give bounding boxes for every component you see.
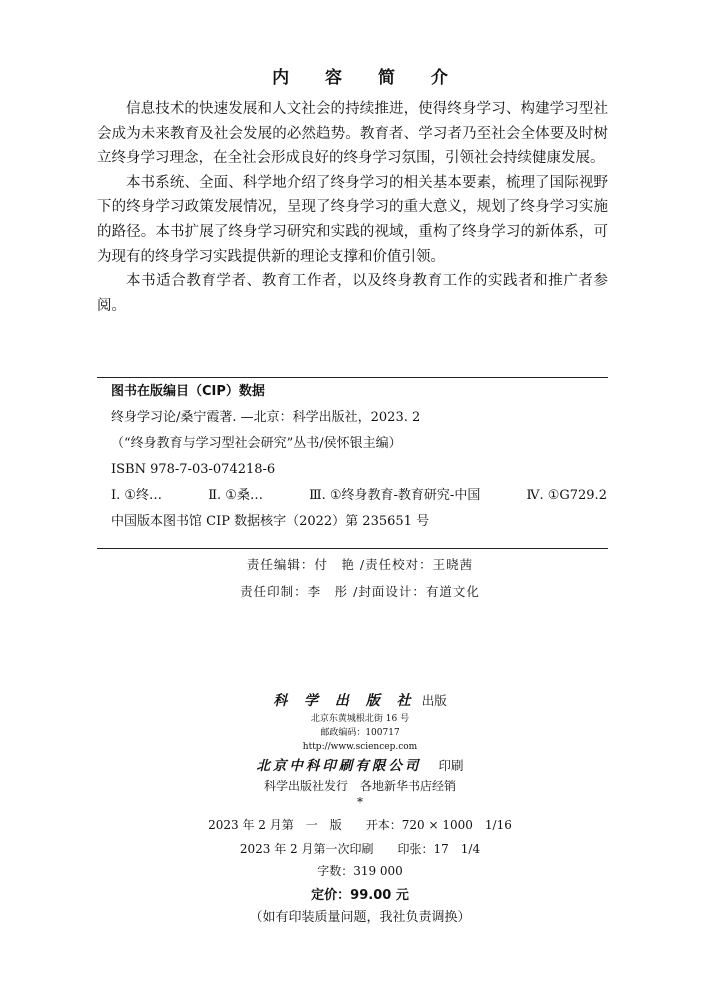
publisher-postcode: 邮政编码：100717 [320, 728, 400, 738]
cip-classification [111, 483, 607, 509]
printer-line [0, 754, 720, 774]
edition-line: 2023 年 2 月第 一 版 开本：720 × 1000 1/16 [208, 818, 512, 832]
summary-section [97, 97, 608, 318]
asterisk-divider: * [357, 795, 363, 809]
cip-class-3: Ⅲ. ①终身教育-教育研究-中国 [309, 488, 481, 503]
summary-paragraph-2: 本书系统、全面、科学地介绍了终身学习的相关基本要素，梳理了国际视野下的终身学习政策发展情况，呈现了终身学习的重大意义，规划了终身学习实施的路径。本书扩展了终身学习研究和实践的视域，重构了终身学习的新体系，可为现有的终身学习实践提供新的理论支撑和价值引领。 [97, 174, 608, 265]
cip-heading: 图书在版编目（CIP）数据 [111, 384, 265, 399]
cip-record: 中国版本图书馆 CIP 数据核字（2022）第 235651 号 [111, 514, 430, 529]
publisher-url: http://www.sciencep.com [302, 742, 418, 752]
staff-credits [0, 551, 720, 605]
publisher-suffix: 出版 [421, 693, 447, 708]
printer-suffix: 印刷 [438, 758, 464, 773]
cip-isbn: ISBN 978-7-03-074218-6 [111, 462, 276, 477]
summary-paragraph-3: 本书适合教育学者、教育工作者，以及终身教育工作的实践者和推广者参阅。 [97, 273, 608, 314]
publisher-line [0, 690, 720, 710]
distribution-line: 科学出版社发行 各地新华书店经销 [263, 779, 456, 793]
publisher-name: 科 学 出 版 社 [273, 693, 417, 709]
word-count: 字数：319 000 [317, 864, 403, 878]
cip-top-rule [97, 377, 608, 378]
printer-name: 北京中科印刷有限公司 [256, 758, 422, 774]
editors-line: 责任编辑：付 艳 /责任校对：王晓茜 [246, 557, 474, 572]
cip-class-1: Ⅰ. ①终… [111, 488, 163, 503]
impression-line: 2023 年 2 月第一次印刷 印张：17 1/4 [239, 842, 481, 856]
cip-block [111, 379, 611, 535]
publisher-address: 北京东黄城根北街 16 号 [310, 714, 410, 724]
quality-notice: （如有印装质量问题，我社负责调换） [249, 910, 471, 925]
page-title: 内 容 简 介 [272, 68, 463, 88]
cip-class-2: Ⅱ. ①桑… [208, 488, 263, 503]
printing-line: 责任印制：李 彤 /封面设计：有道文化 [240, 584, 480, 599]
price: 定价：99.00 元 [311, 888, 409, 903]
cip-series-line: （“终身教育与学习型社会研究”丛书/侯怀银主编） [111, 436, 402, 451]
summary-paragraph-1: 信息技术的快速发展和人文社会的持续推进，使得终身学习、构建学习型社会成为未来教育及社会发展的必然趋势。教育者、学习者乃至社会全体要及时树立终身学习理念，在全社会形成良好的终身学习氛围，引领社会持续健康发展。 [97, 101, 608, 167]
cip-title-line: 终身学习论/桑宁霞著. —北京：科学出版社，2023. 2 [111, 410, 421, 425]
cip-class-4: Ⅳ. ①G729.2 [526, 488, 607, 503]
cip-bottom-rule [97, 548, 608, 549]
